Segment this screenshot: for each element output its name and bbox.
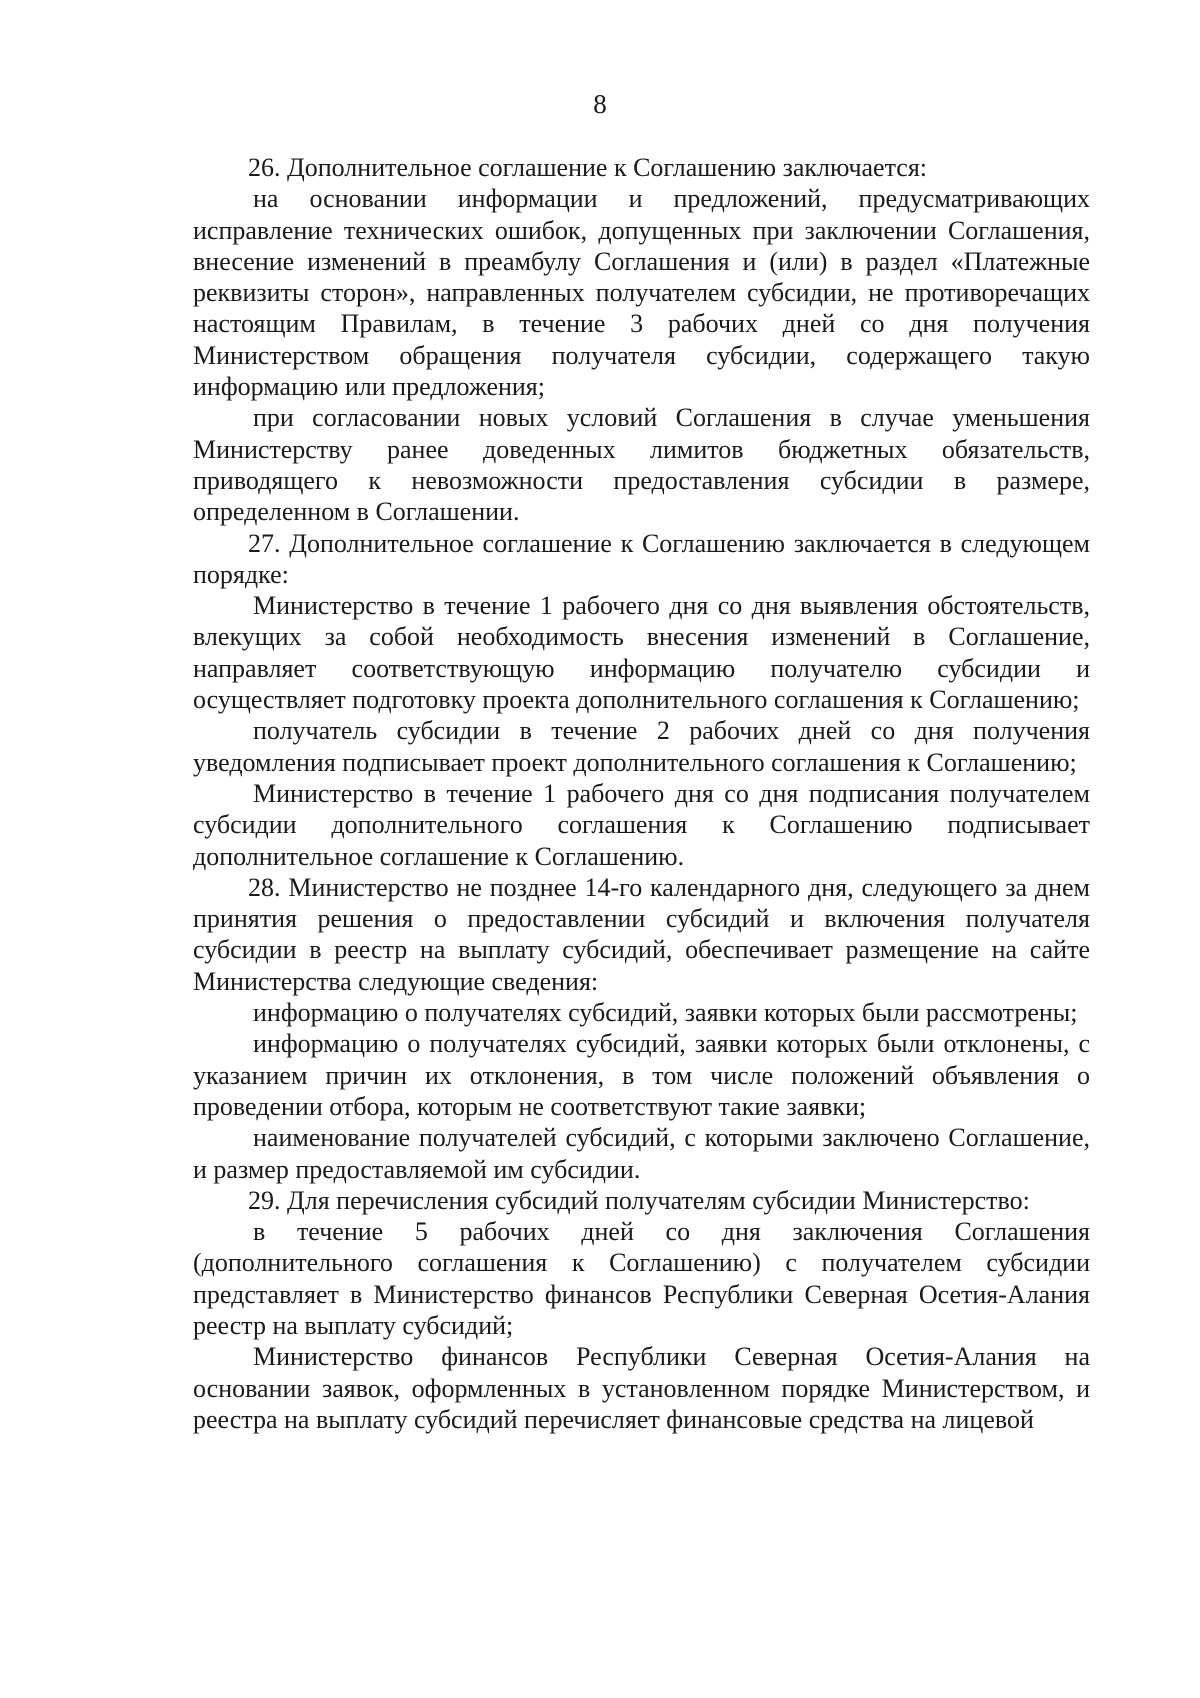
clause-26-item-1: на основании информации и предложений, предусматривающих исправление технических ошибок, допущенных при заключении Соглашения, внесение изменений в преамбулу Соглашения и (или) в раздел «Платежные реквизиты сторон», направленных получателем субсидии, не противоречащих настоящим Правилам, в течение 3 рабочих дней со дня получения Министерством обращения получателя субсидии, содержащего такую информацию или предложения;: [193, 184, 1090, 402]
clause-28-item-3: наименование получателей субсидий, с которыми заключено Соглашение, и размер предоставляемой им субсидии.: [193, 1123, 1090, 1184]
clause-27-heading: 27. Дополнительное соглашение к Соглашению заключается в следующем порядке:: [193, 528, 1090, 589]
clause-28-heading: 28. Министерство не позднее 14-го календарного дня, следующего за днем принятия решения о предоставлении субсидий и включения получателя субсидии в реестр на выплату субсидий, обеспечивает размещение на сайте Министерства следующие сведения:: [193, 872, 1090, 996]
clause-27-item-2: получатель субсидии в течение 2 рабочих дней со дня получения уведомления подписывает проект дополнительного соглашения к Соглашению;: [193, 716, 1090, 777]
clause-26-item-2: при согласовании новых условий Соглашения в случае уменьшения Министерству ранее доведенных лимитов бюджетных обязательств, приводящего к невозможности предоставления субсидии в размере, определенном в Соглашении.: [193, 403, 1090, 527]
clause-28-item-1: информацию о получателях субсидий, заявки которых были рассмотрены;: [253, 998, 1078, 1028]
clause-29-item-2: Министерство финансов Республики Северная Осетия-Алания на основании заявок, оформленных в установленном порядке Министерством, и реестра на выплату субсидий перечисляет финансовые средства на лицевой: [193, 1342, 1090, 1434]
page-number: 8: [593, 89, 607, 119]
clause-29-heading: 29. Для перечисления субсидий получателям субсидии Министерство:: [248, 1185, 1030, 1215]
clause-29-item-1: в течение 5 рабочих дней со дня заключения Соглашения (дополнительного соглашения к Соглашению) с получателем субсидии представляет в Министерство финансов Республики Северная Осетия-Алания реестр на выплату субсидий;: [193, 1217, 1090, 1340]
clause-28-item-2: информацию о получателях субсидий, заявки которых были отклонены, с указанием причин их отклонения, в том числе положений объявления о проведении отбора, которым не соответствуют такие заявки;: [193, 1029, 1090, 1121]
clause-26-heading: 26. Дополнительное соглашение к Соглашению заключается:: [248, 153, 927, 182]
document-body: [193, 152, 1090, 1435]
clause-27-item-3: Министерство в течение 1 рабочего дня со дня подписания получателем субсидии дополнительного соглашения к Соглашению подписывает дополнительное соглашение к Соглашению.: [193, 778, 1090, 871]
clause-27-item-1: Министерство в течение 1 рабочего дня со дня выявления обстоятельств, влекущих за собой необходимость внесения изменений в Соглашение, направляет соответствующую информацию получателю субсидии и осуществляет подготовку проекта дополнительного соглашения к Соглашению;: [193, 591, 1090, 715]
